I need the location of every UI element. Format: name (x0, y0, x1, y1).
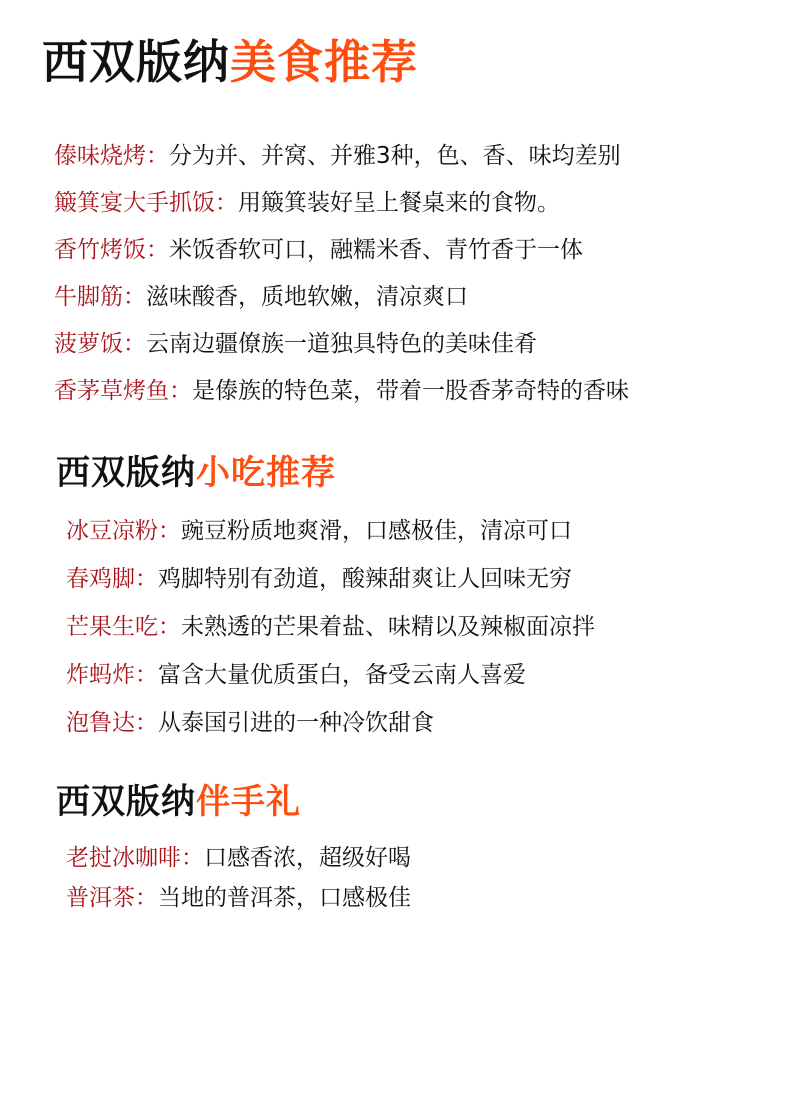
gift-item-name: 普洱茶 (66, 884, 135, 911)
snack-heading (56, 448, 336, 498)
snack-item (66, 600, 595, 648)
food-item-desc: 米饭香软可口，融糯米香、青竹香于一体 (169, 237, 583, 263)
food-item (54, 271, 629, 318)
food-item-desc: 是傣族的特色菜，带着一股香茅奇特的香味 (192, 378, 629, 404)
food-heading-accent: 美食推荐 (230, 35, 418, 89)
food-item-desc: 滋味酸香，质地软嫩，清凉爽口 (146, 284, 468, 310)
food-item-name: 牛脚筋 (54, 284, 123, 310)
snack-item-desc: 未熟透的芒果着盐、味精以及辣椒面凉拌 (181, 613, 595, 640)
gift-item (66, 835, 411, 875)
food-item (54, 130, 629, 177)
snack-item (66, 648, 595, 696)
food-item (54, 224, 629, 271)
food-item-name: 菠萝饭 (54, 331, 123, 357)
food-list (54, 130, 629, 412)
snack-item-name: 冰豆凉粉 (66, 517, 158, 544)
item-separator: ： (181, 844, 204, 871)
snack-heading-prefix: 西双版纳 (56, 453, 196, 493)
item-separator: ： (169, 378, 192, 404)
snack-item-desc: 富含大量优质蛋白，备受云南人喜爱 (158, 661, 526, 688)
item-separator: ： (146, 143, 169, 169)
snack-item-name: 芒果生吃 (66, 613, 158, 640)
gift-item-desc: 口感香浓，超级好喝 (204, 844, 411, 871)
food-item-name: 香茅草烤鱼 (54, 378, 169, 404)
item-separator: ： (135, 565, 158, 592)
snack-item-desc: 从泰国引进的一种冷饮甜食 (158, 709, 434, 736)
snack-item (66, 504, 595, 552)
gift-item-desc: 当地的普洱茶，口感极佳 (158, 884, 411, 911)
snack-heading-accent: 小吃推荐 (196, 453, 336, 493)
item-separator: ： (135, 884, 158, 911)
snack-item-name: 炸蚂炸 (66, 661, 135, 688)
gift-item (66, 875, 411, 915)
food-heading (42, 30, 418, 94)
food-item-desc: 用簸箕装好呈上餐桌来的食物。 (238, 190, 560, 216)
item-separator: ： (146, 237, 169, 263)
gift-heading-accent: 伴手礼 (196, 782, 301, 822)
gift-heading-prefix: 西双版纳 (56, 782, 196, 822)
gift-list (66, 835, 411, 915)
gift-heading (56, 777, 301, 827)
item-separator: ： (158, 613, 181, 640)
snack-item-desc: 豌豆粉质地爽滑，口感极佳，清凉可口 (181, 517, 572, 544)
item-separator: ： (135, 661, 158, 688)
food-item (54, 177, 629, 224)
food-item-desc: 分为并、并窝、并雅3种，色、香、味均差别 (169, 143, 621, 169)
food-item-name: 簸箕宴大手抓饭 (54, 190, 215, 216)
item-separator: ： (123, 331, 146, 357)
food-item-name: 香竹烤饭 (54, 237, 146, 263)
snack-item (66, 552, 595, 600)
food-item (54, 318, 629, 365)
item-separator: ： (215, 190, 238, 216)
item-separator: ： (158, 517, 181, 544)
food-item-name: 傣味烧烤 (54, 143, 146, 169)
snack-item-name: 泡鲁达 (66, 709, 135, 736)
gift-item-name: 老挝冰咖啡 (66, 844, 181, 871)
item-separator: ： (135, 709, 158, 736)
food-item (54, 365, 629, 412)
food-item-desc: 云南边疆僚族一道独具特色的美味佳肴 (146, 331, 537, 357)
snack-item-name: 春鸡脚 (66, 565, 135, 592)
item-separator: ： (123, 284, 146, 310)
snack-item (66, 696, 595, 744)
food-heading-prefix: 西双版纳 (42, 35, 230, 89)
snack-item-desc: 鸡脚特别有劲道，酸辣甜爽让人回味无穷 (158, 565, 572, 592)
snack-list (66, 504, 595, 744)
